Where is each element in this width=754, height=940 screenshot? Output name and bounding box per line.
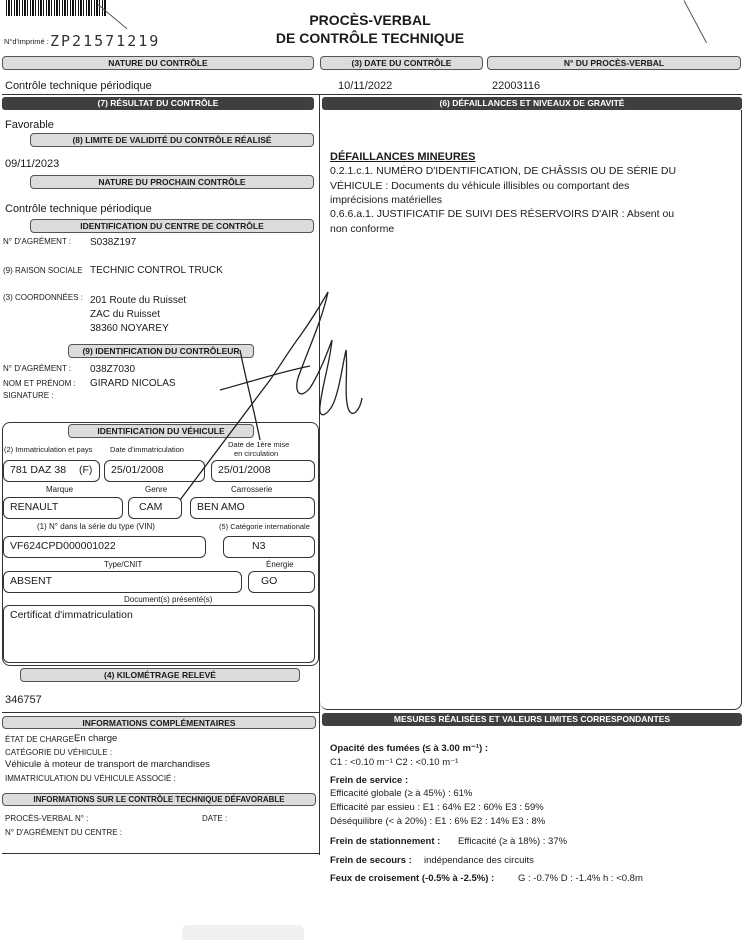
date-immat-value: 25/01/2008 [111, 464, 164, 476]
categorie-vehicule-value: Véhicule à moteur de transport de marchandises [5, 759, 210, 770]
type-field [3, 571, 242, 593]
controleur-agrement-value: 038Z7030 [90, 364, 136, 375]
carrosserie-caption: Carrosserie [231, 485, 273, 494]
carrosserie-value: BEN AMO [197, 501, 245, 513]
frein-stationnement-title: Frein de stationnement : [330, 836, 441, 847]
coordonnees-line3: 38360 NOYAREY [90, 323, 169, 334]
date-immat-caption: Date d'immatriculation [110, 445, 184, 454]
serial-number: ZP21571219 [50, 32, 161, 50]
marque-field [3, 497, 123, 519]
controleur-nom-value: GIRARD NICOLAS [90, 378, 176, 389]
documents-field [3, 605, 315, 663]
title-line2: DE CONTRÔLE TECHNIQUE [275, 30, 465, 46]
type-caption: Type/CNIT [104, 560, 143, 569]
energie-caption: Énergie [266, 560, 294, 569]
vin-value: VF624CPD000001022 [10, 540, 116, 552]
categorie-caption: (5) Catégorie internationale [219, 522, 310, 531]
prochain-value: Contrôle technique périodique [5, 203, 152, 215]
vin-field [3, 536, 206, 558]
efficacite-globale: Efficacité globale (≥ à 45%) : 61% [330, 788, 473, 799]
kilometrage-value: 346757 [5, 694, 42, 706]
marque-value: RENAULT [10, 501, 59, 513]
prochain-header: NATURE DU PROCHAIN CONTRÔLE [30, 175, 314, 189]
energie-field [248, 571, 315, 593]
type-value: ABSENT [10, 575, 53, 587]
vin-caption: (1) N° dans la série du type (VIN) [37, 522, 155, 531]
left-bottom-rule [2, 853, 319, 854]
opacite-title: Opacité des fumées (≤ à 3.00 m⁻¹) : [330, 743, 489, 754]
energie-value: GO [261, 575, 278, 587]
date-mise-caption-2: en circulation [234, 449, 279, 458]
feux-croisement-value: G : -0.7% D : -1.4% h : <0.8m [518, 873, 643, 884]
defaillance-line1: 0.2.1.c.1. NUMÉRO D'IDENTIFICATION, DE CHÂSSIS OU DE SÉRIE DU [330, 165, 677, 177]
coordonnees-line2: ZAC du Ruisset [90, 309, 161, 320]
centre-agrement-value: S038Z197 [90, 237, 137, 248]
desequilibre: Déséquilibre (< à 20%) : E1 : 6% E2 : 14% E3 : 8% [330, 816, 546, 827]
defaillance-line4: 0.6.6.a.1. JUSTIFICATIF DE SUIVI DES RÉSERVOIRS D'AIR : Absent ou [330, 208, 675, 220]
documents-caption: Document(s) présenté(s) [124, 595, 213, 604]
limite-value: 09/11/2023 [5, 158, 60, 170]
raison-sociale-value: TECHNIC CONTROL TRUCK [90, 265, 223, 276]
date-header: (3) DATE DU CONTRÔLE [320, 56, 483, 70]
infos-header: INFORMATIONS COMPLÉMENTAIRES [2, 716, 316, 729]
controleur-nom-label: NOM ET PRÉNOM : [3, 379, 76, 388]
genre-value: CAM [139, 501, 163, 513]
defaillance-line5: non conforme [330, 223, 395, 235]
barcode [6, 0, 106, 16]
mesures-header: MESURES RÉALISÉES ET VALEURS LIMITES CORRESPONDANTES [322, 713, 742, 726]
coordonnees-label: (3) COORDONNÉES : [3, 293, 84, 302]
coordonnees-line1: 201 Route du Ruisset [90, 295, 187, 306]
etat-charge-value: En charge [74, 733, 118, 744]
signature-scribble [150, 270, 380, 510]
categorie-field [223, 536, 315, 558]
immat-field [3, 460, 100, 482]
resultat-value: Favorable [5, 119, 54, 131]
date-mise-caption-1: Date de 1ère mise [228, 440, 290, 449]
genre-caption: Genre [145, 485, 168, 494]
kilometrage-rule [2, 712, 319, 713]
pv-value: 22003116 [492, 80, 541, 92]
scan-mark [98, 4, 128, 29]
raison-sociale-label: (9) RAISON SOCIALE [3, 266, 83, 275]
pv-defavorable-label: PROCÈS-VERBAL N° : [5, 814, 89, 823]
nature-header: NATURE DU CONTRÔLE [2, 56, 314, 70]
categorie-value: N3 [252, 540, 266, 552]
defavorable-header: INFORMATIONS SUR LE CONTRÔLE TECHNIQUE DÉFAVORABLE [2, 793, 316, 806]
frein-service-title: Frein de service : [330, 775, 409, 786]
date-defavorable-label: DATE : [202, 814, 228, 823]
title-line1: PROCÈS-VERBAL [309, 12, 431, 28]
serial-label: N°d'imprimé : [4, 37, 49, 46]
defaillance-line2: VÉHICULE : Documents du véhicule illisibles ou comportant des [330, 180, 630, 192]
marque-caption: Marque [46, 485, 74, 494]
date-mise-value: 25/01/2008 [218, 464, 271, 476]
opacite-values: C1 : <0.10 m⁻¹ C2 : <0.10 m⁻¹ [330, 757, 459, 768]
centre-header: IDENTIFICATION DU CENTRE DE CONTRÔLE [30, 219, 314, 233]
scan-mark [684, 0, 707, 43]
immat-associe-label: IMMATRICULATION DU VÉHICULE ASSOCIÉ : [5, 774, 176, 783]
defaillances-header: (6) DÉFAILLANCES ET NIVEAUX DE GRAVITÉ [322, 97, 742, 110]
pv-header: N° DU PROCÈS-VERBAL [487, 56, 741, 70]
documents-value: Certificat d'immatriculation [10, 609, 133, 621]
pays-value: (F) [78, 464, 93, 476]
categorie-vehicule-label: CATÉGORIE DU VÉHICULE : [5, 748, 112, 757]
feux-croisement-title: Feux de croisement (-0.5% à -2.5%) : [330, 873, 495, 884]
defaillance-line3: imprécisions matérielles [330, 194, 443, 206]
immat-caption: (2) Immatriculation et pays [4, 445, 93, 454]
date-value: 10/11/2022 [338, 80, 393, 92]
etat-charge-label: ÉTAT DE CHARGE : [5, 735, 79, 744]
frein-secours-value: indépendance des circuits [424, 855, 534, 866]
signature-label: SIGNATURE : [3, 391, 54, 400]
top-row-rule [2, 94, 742, 95]
limite-header: (8) LIMITE DE VALIDITÉ DU CONTRÔLE RÉALISÉ [30, 133, 314, 147]
resultat-header: (7) RÉSULTAT DU CONTRÔLE [2, 97, 314, 110]
controleur-agrement-label: N° D'AGRÉMENT : [3, 364, 72, 373]
frein-secours-title: Frein de secours : [330, 855, 412, 866]
kilometrage-header: (4) KILOMÉTRAGE RELEVÉ [20, 668, 300, 682]
controleur-header: (9) IDENTIFICATION DU CONTRÔLEUR [68, 344, 254, 358]
agrement-centre-label: N° D'AGRÉMENT DU CENTRE : [5, 828, 123, 837]
centre-agrement-label: N° D'AGRÉMENT : [3, 237, 72, 246]
efficacite-essieu: Efficacité par essieu : E1 : 64% E2 : 60% E3 : 59% [330, 802, 544, 813]
vehicule-header: IDENTIFICATION DU VÉHICULE [68, 424, 254, 438]
scan-artifact [182, 925, 304, 940]
immat-value: 781 DAZ 38 [10, 464, 67, 476]
frein-stationnement-value: Efficacité (≥ à 18%) : 37% [458, 836, 568, 847]
defaillances-title: DÉFAILLANCES MINEURES [330, 151, 476, 163]
nature-value: Contrôle technique périodique [5, 80, 152, 92]
